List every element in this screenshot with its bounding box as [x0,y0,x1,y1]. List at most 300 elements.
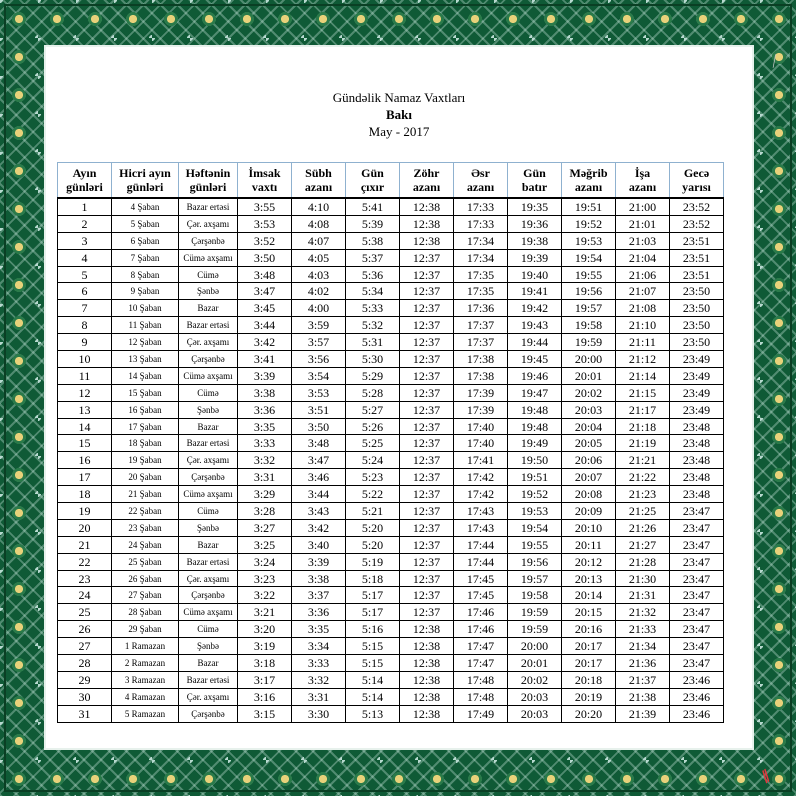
table-cell: Cümə [179,384,238,401]
table-cell: 23:51 [670,249,724,266]
table-cell: 9 Şaban [112,283,179,300]
table-cell: 20:17 [562,655,616,672]
table-cell: 20:19 [562,688,616,705]
column-header-line: Sübh [305,166,332,180]
table-cell: 5:33 [346,300,400,317]
table-cell: 17:42 [454,469,508,486]
table-cell: 3:17 [238,671,292,688]
table-cell: 3:42 [292,519,346,536]
table-cell: 3:24 [238,553,292,570]
table-cell: 3:50 [238,249,292,266]
table-cell: 23 [58,570,112,587]
table-cell: 12:38 [400,621,454,638]
table-cell: 3:51 [292,401,346,418]
table-cell: Bazar ertəsi [179,671,238,688]
table-cell: 3:54 [292,367,346,384]
table-row [58,705,724,722]
table-cell: Cümə axşamı [179,486,238,503]
table-cell: 19:59 [508,604,562,621]
table-cell: 24 [58,587,112,604]
table-cell: 23:47 [670,604,724,621]
table-cell: 20:10 [562,519,616,536]
table-cell: 5:24 [346,452,400,469]
table-cell: 5:18 [346,570,400,587]
table-row [58,671,724,688]
column-header-line: Ayın [72,166,97,180]
table-cell: 21:25 [616,503,670,520]
table-cell: 21:21 [616,452,670,469]
table-cell: 19:45 [508,351,562,368]
table-cell: Bazar ertəsi [179,553,238,570]
table-cell: 17:41 [454,452,508,469]
table-cell: 23:48 [670,486,724,503]
table-cell: 12:37 [400,300,454,317]
logo-icon: ⫽ [757,766,775,786]
table-cell: 17:46 [454,621,508,638]
table-header-row [58,163,724,199]
table-cell: 25 [58,604,112,621]
table-cell: 3:53 [292,384,346,401]
table-cell: 20:11 [562,536,616,553]
table-cell: 17:36 [454,300,508,317]
table-cell: 4:08 [292,215,346,232]
table-cell: 21:28 [616,553,670,570]
table-cell: 23:51 [670,232,724,249]
table-cell: 3:36 [292,604,346,621]
table-cell: Bazar [179,300,238,317]
table-cell: 3:46 [292,469,346,486]
table-cell: 20:04 [562,418,616,435]
table-cell: 3:44 [292,486,346,503]
table-cell: 20:09 [562,503,616,520]
column-header-line: Həftənin [185,166,231,180]
table-cell: 5:26 [346,418,400,435]
table-cell: 4 Ramazan [112,688,179,705]
table-cell: 19:56 [562,283,616,300]
table-cell: 17:47 [454,655,508,672]
table-cell: 3:22 [238,587,292,604]
table-row [58,300,724,317]
table-cell: 17:37 [454,334,508,351]
table-cell: 29 Şaban [112,621,179,638]
column-header-line: azanı [466,180,495,194]
table-cell: 3:59 [292,317,346,334]
table-row [58,351,724,368]
table-cell: 20:06 [562,452,616,469]
table-cell: Şənbə [179,519,238,536]
table-cell: 5:14 [346,688,400,705]
column-header [292,163,346,199]
table-cell: 12:38 [400,232,454,249]
table-cell: 5:28 [346,384,400,401]
table-cell: 20:03 [562,401,616,418]
table-cell: 19:58 [508,587,562,604]
table-row [58,486,724,503]
table-cell: 26 [58,621,112,638]
table-cell: 3:27 [238,519,292,536]
table-cell: 3:36 [238,401,292,418]
table-cell: 21:10 [616,317,670,334]
table-row [58,638,724,655]
table-cell: 1 Ramazan [112,638,179,655]
table-cell: 21:11 [616,334,670,351]
table-cell: 17:48 [454,671,508,688]
table-cell: 12:37 [400,570,454,587]
table-cell: 19:41 [508,283,562,300]
table-cell: 19 [58,503,112,520]
table-cell: 17:40 [454,435,508,452]
table-cell: Çər. axşamı [179,688,238,705]
table-cell: 20:12 [562,553,616,570]
table-cell: 5:31 [346,334,400,351]
table-cell: 5:34 [346,283,400,300]
table-cell: 21:00 [616,198,670,215]
table-cell: 21:17 [616,401,670,418]
table-cell: 5 Şaban [112,215,179,232]
table-cell: 5:27 [346,401,400,418]
table-cell: 22 [58,553,112,570]
table-cell: 19 Şaban [112,452,179,469]
table-cell: 21:12 [616,351,670,368]
table-cell: 20:17 [562,638,616,655]
column-header-line: Hicri ayın [119,166,171,180]
table-cell: 5:22 [346,486,400,503]
table-cell: 7 Şaban [112,249,179,266]
table-cell: 17:48 [454,688,508,705]
table-cell: 20:02 [508,671,562,688]
column-header-line: çıxır [360,180,385,194]
table-cell: 3:21 [238,604,292,621]
table-cell: 3:41 [238,351,292,368]
column-header-line: günləri [189,180,227,194]
table-cell: Bazar [179,418,238,435]
table-cell: 12:37 [400,587,454,604]
table-cell: 23:47 [670,570,724,587]
table-row [58,198,724,215]
table-cell: 21:26 [616,519,670,536]
table-cell: 29 [58,671,112,688]
table-cell: 3:20 [238,621,292,638]
column-header-line: yarısı [682,180,711,194]
table-cell: 8 [58,317,112,334]
table-cell: 20 Şaban [112,469,179,486]
table-cell: 12:37 [400,283,454,300]
table-cell: 5:38 [346,232,400,249]
table-cell: 17:34 [454,232,508,249]
table-cell: 21:19 [616,435,670,452]
table-cell: 18 Şaban [112,435,179,452]
table-row [58,317,724,334]
table-cell: 3:42 [238,334,292,351]
column-header-line: Əsr [471,166,490,180]
table-cell: 12:37 [400,351,454,368]
table-cell: 12:37 [400,519,454,536]
table-cell: 3:50 [292,418,346,435]
table-cell: 23:48 [670,469,724,486]
table-cell: 21:30 [616,570,670,587]
table-cell: 17:39 [454,384,508,401]
table-cell: 4:10 [292,198,346,215]
table-cell: 19:49 [508,435,562,452]
table-cell: 21:04 [616,249,670,266]
table-cell: 2 [58,215,112,232]
table-cell: 3:34 [292,638,346,655]
table-cell: 12:37 [400,384,454,401]
table-cell: 23:49 [670,367,724,384]
table-cell: 5:36 [346,266,400,283]
table-cell: 23:49 [670,384,724,401]
table-cell: 19:43 [508,317,562,334]
table-cell: 23 Şaban [112,519,179,536]
table-cell: 23:50 [670,283,724,300]
table-cell: 4:05 [292,249,346,266]
table-row [58,452,724,469]
table-cell: 20:13 [562,570,616,587]
table-cell: 4:02 [292,283,346,300]
table-cell: 23:50 [670,300,724,317]
table-cell: 5:32 [346,317,400,334]
table-cell: 23:51 [670,266,724,283]
table-cell: 8 Şaban [112,266,179,283]
table-cell: 3:53 [238,215,292,232]
table-cell: 18 [58,486,112,503]
table-cell: 21:27 [616,536,670,553]
table-cell: 19:48 [508,418,562,435]
table-cell: 21:32 [616,604,670,621]
table-cell: 3:35 [238,418,292,435]
column-header-line: Zöhr [413,166,440,180]
table-cell: Cümə axşamı [179,604,238,621]
table-cell: 23:50 [670,317,724,334]
table-cell: 3:35 [292,621,346,638]
table-cell: 19:48 [508,401,562,418]
table-row [58,519,724,536]
table-cell: 12:37 [400,334,454,351]
table-cell: 21:38 [616,688,670,705]
table-cell: 12:37 [400,418,454,435]
table-cell: 23:52 [670,215,724,232]
table-cell: 17:49 [454,705,508,722]
table-cell: 12:37 [400,486,454,503]
table-cell: Bazar ertəsi [179,435,238,452]
table-cell: 17 [58,469,112,486]
column-header-line: Gecə [683,166,710,180]
table-row [58,401,724,418]
table-cell: 17:39 [454,401,508,418]
column-header-line: günləri [66,180,103,194]
table-cell: 20:05 [562,435,616,452]
table-row [58,384,724,401]
column-header [454,163,508,199]
table-cell: 3:32 [292,671,346,688]
table-row [58,536,724,553]
table-cell: 13 [58,401,112,418]
table-cell: 26 Şaban [112,570,179,587]
table-cell: 3:31 [238,469,292,486]
table-row [58,249,724,266]
table-cell: Şənbə [179,283,238,300]
table-cell: Cümə [179,266,238,283]
table-cell: 3 Ramazan [112,671,179,688]
table-cell: 6 Şaban [112,232,179,249]
table-cell: 5:30 [346,351,400,368]
table-cell: 4:00 [292,300,346,317]
table-cell: 12 [58,384,112,401]
table-row [58,587,724,604]
table-row [58,418,724,435]
table-cell: 5 Ramazan [112,705,179,722]
table-cell: Çərşənbə [179,705,238,722]
table-cell: 23:47 [670,638,724,655]
table-cell: 12:37 [400,249,454,266]
table-cell: 23:48 [670,435,724,452]
table-cell: 23:46 [670,671,724,688]
table-cell: 19:55 [562,266,616,283]
table-cell: 3:15 [238,705,292,722]
table-cell: 3:38 [292,570,346,587]
table-cell: 19:57 [508,570,562,587]
table-cell: 17:35 [454,266,508,283]
table-cell: 21:01 [616,215,670,232]
table-row [58,266,724,283]
table-cell: 19:57 [562,300,616,317]
column-header-line: azanı [412,180,441,194]
table-cell: 20:01 [562,367,616,384]
table-cell: 13 Şaban [112,351,179,368]
table-cell: 3:40 [292,536,346,553]
table-cell: 17:37 [454,317,508,334]
table-cell: 3:38 [238,384,292,401]
table-cell: 12:37 [400,469,454,486]
table-cell: 21:15 [616,384,670,401]
table-cell: 3 [58,232,112,249]
table-row [58,435,724,452]
table-cell: 5:41 [346,198,400,215]
table-body [58,198,724,722]
table-cell: 11 [58,367,112,384]
table-cell: 14 Şaban [112,367,179,384]
table-cell: 20:18 [562,671,616,688]
table-cell: 10 Şaban [112,300,179,317]
column-header [58,163,112,199]
table-cell: 25 Şaban [112,553,179,570]
column-header-line: vaxtı [251,180,278,194]
table-cell: 17:45 [454,587,508,604]
table-cell: 28 Şaban [112,604,179,621]
sheet-header [46,89,752,140]
table-cell: 19:44 [508,334,562,351]
table-cell: 17:38 [454,351,508,368]
table-cell: 12:38 [400,655,454,672]
table-cell: 5:37 [346,249,400,266]
column-header [238,163,292,199]
page-title: Gündəlik Namaz Vaxtları [332,90,466,105]
column-header [670,163,724,199]
table-cell: 12:37 [400,401,454,418]
table-cell: 21:07 [616,283,670,300]
table-cell: Çər. axşamı [179,570,238,587]
table-cell: 19:51 [508,469,562,486]
table-cell: 3:48 [238,266,292,283]
table-cell: Çərşənbə [179,351,238,368]
table-cell: 20:08 [562,486,616,503]
table-cell: 3:57 [292,334,346,351]
table-cell: 4:03 [292,266,346,283]
table-cell: 5:16 [346,621,400,638]
table-cell: 2 Ramazan [112,655,179,672]
table-cell: 17:42 [454,486,508,503]
table-cell: 1 [58,198,112,215]
table-cell: 19:42 [508,300,562,317]
table-cell: 27 Şaban [112,587,179,604]
table-cell: 12 Şaban [112,334,179,351]
table-cell: 4 Şaban [112,198,179,215]
table-cell: 15 [58,435,112,452]
table-row [58,688,724,705]
table-cell: 23:47 [670,503,724,520]
column-header-line: İşa [634,166,651,180]
table-cell: 19:53 [508,503,562,520]
table-cell: 17:44 [454,536,508,553]
table-cell: 20:14 [562,587,616,604]
table-cell: 23:52 [670,198,724,215]
table-cell: 7 [58,300,112,317]
table-cell: 17:38 [454,367,508,384]
table-cell: 4:07 [292,232,346,249]
table-cell: 23:47 [670,587,724,604]
table-cell: 3:37 [292,587,346,604]
table-cell: 23:47 [670,655,724,672]
table-row [58,215,724,232]
table-cell: 5:19 [346,553,400,570]
table-cell: Bazar [179,536,238,553]
table-cell: 20:02 [562,384,616,401]
table-cell: 3:31 [292,688,346,705]
table-cell: 24 Şaban [112,536,179,553]
table-cell: 12:37 [400,536,454,553]
table-cell: 27 [58,638,112,655]
table-cell: 5:21 [346,503,400,520]
table-cell: 21:33 [616,621,670,638]
table-cell: 21:18 [616,418,670,435]
table-cell: 21:14 [616,367,670,384]
table-cell: Bazar [179,655,238,672]
table-cell: 3:28 [238,503,292,520]
table-cell: 20 [58,519,112,536]
table-cell: 20:20 [562,705,616,722]
column-header-line: Məğrib [569,166,608,180]
table-cell: 20:03 [508,705,562,722]
table-cell: 23:48 [670,418,724,435]
table-cell: 19:50 [508,452,562,469]
table-cell: 5:25 [346,435,400,452]
table-cell: 3:23 [238,570,292,587]
table-cell: 5:14 [346,671,400,688]
column-header-line: İmsak [248,166,281,180]
table-row [58,570,724,587]
table-cell: 21 [58,536,112,553]
table-cell: 3:18 [238,655,292,672]
table-cell: 23:48 [670,452,724,469]
column-header [179,163,238,199]
table-cell: 5:17 [346,587,400,604]
table-cell: 5:15 [346,638,400,655]
table-cell: 19:58 [562,317,616,334]
table-cell: 12:37 [400,553,454,570]
table-cell: 19:54 [508,519,562,536]
column-header [346,163,400,199]
table-cell: 20:03 [508,688,562,705]
